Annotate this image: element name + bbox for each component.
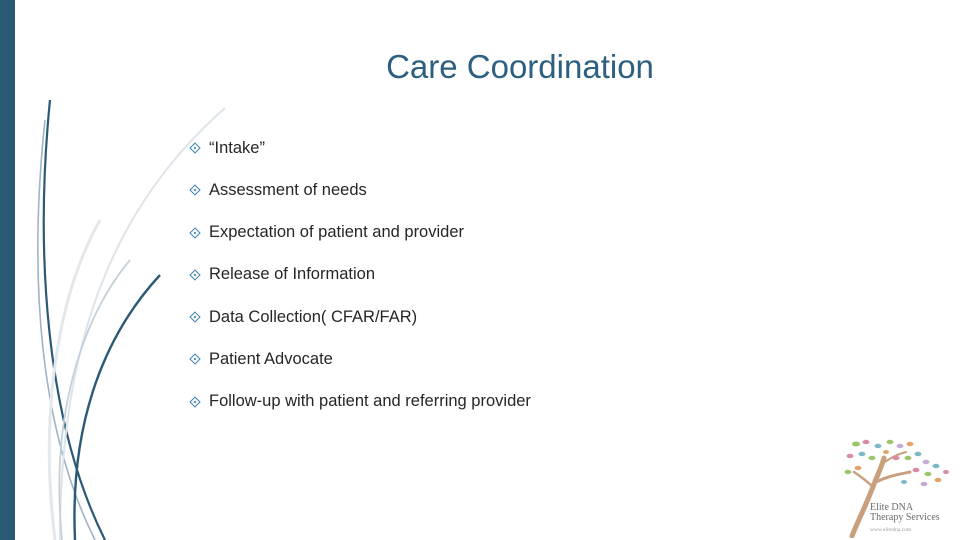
diamond-bullet-icon xyxy=(189,269,200,280)
slide-title: Care Coordination xyxy=(386,48,654,85)
diamond-bullet-icon xyxy=(189,312,200,323)
logo-wordmark xyxy=(870,503,960,535)
diamond-bullet-icon xyxy=(189,142,200,153)
bullet-item xyxy=(189,305,531,329)
bullet-text: Release of Information xyxy=(209,265,376,284)
bullet-item xyxy=(189,390,531,414)
diamond-bullet-icon xyxy=(189,185,200,196)
logo-name-line1: Elite DNA xyxy=(870,502,914,513)
bullet-item xyxy=(189,178,531,202)
bullet-list xyxy=(189,136,531,432)
bullet-text: Expectation of patient and provider xyxy=(209,223,465,242)
bullet-item xyxy=(189,136,531,160)
diamond-bullet-icon xyxy=(189,354,200,365)
logo-tagline: www.elitedna.com xyxy=(870,527,912,533)
diamond-bullet-icon xyxy=(189,396,200,407)
bullet-item xyxy=(189,221,531,245)
bullet-text: Data Collection( CFAR/FAR) xyxy=(209,307,418,326)
bullet-text: Assessment of needs xyxy=(209,180,367,199)
bullet-text: “Intake” xyxy=(209,138,265,157)
logo-name-line2: Therapy Services xyxy=(870,512,940,523)
bullet-text: Patient Advocate xyxy=(209,349,333,368)
diamond-bullet-icon xyxy=(189,227,200,238)
bullet-text: Follow-up with patient and referring provider xyxy=(209,392,531,411)
bullet-item xyxy=(189,263,531,287)
bullet-item xyxy=(189,347,531,371)
